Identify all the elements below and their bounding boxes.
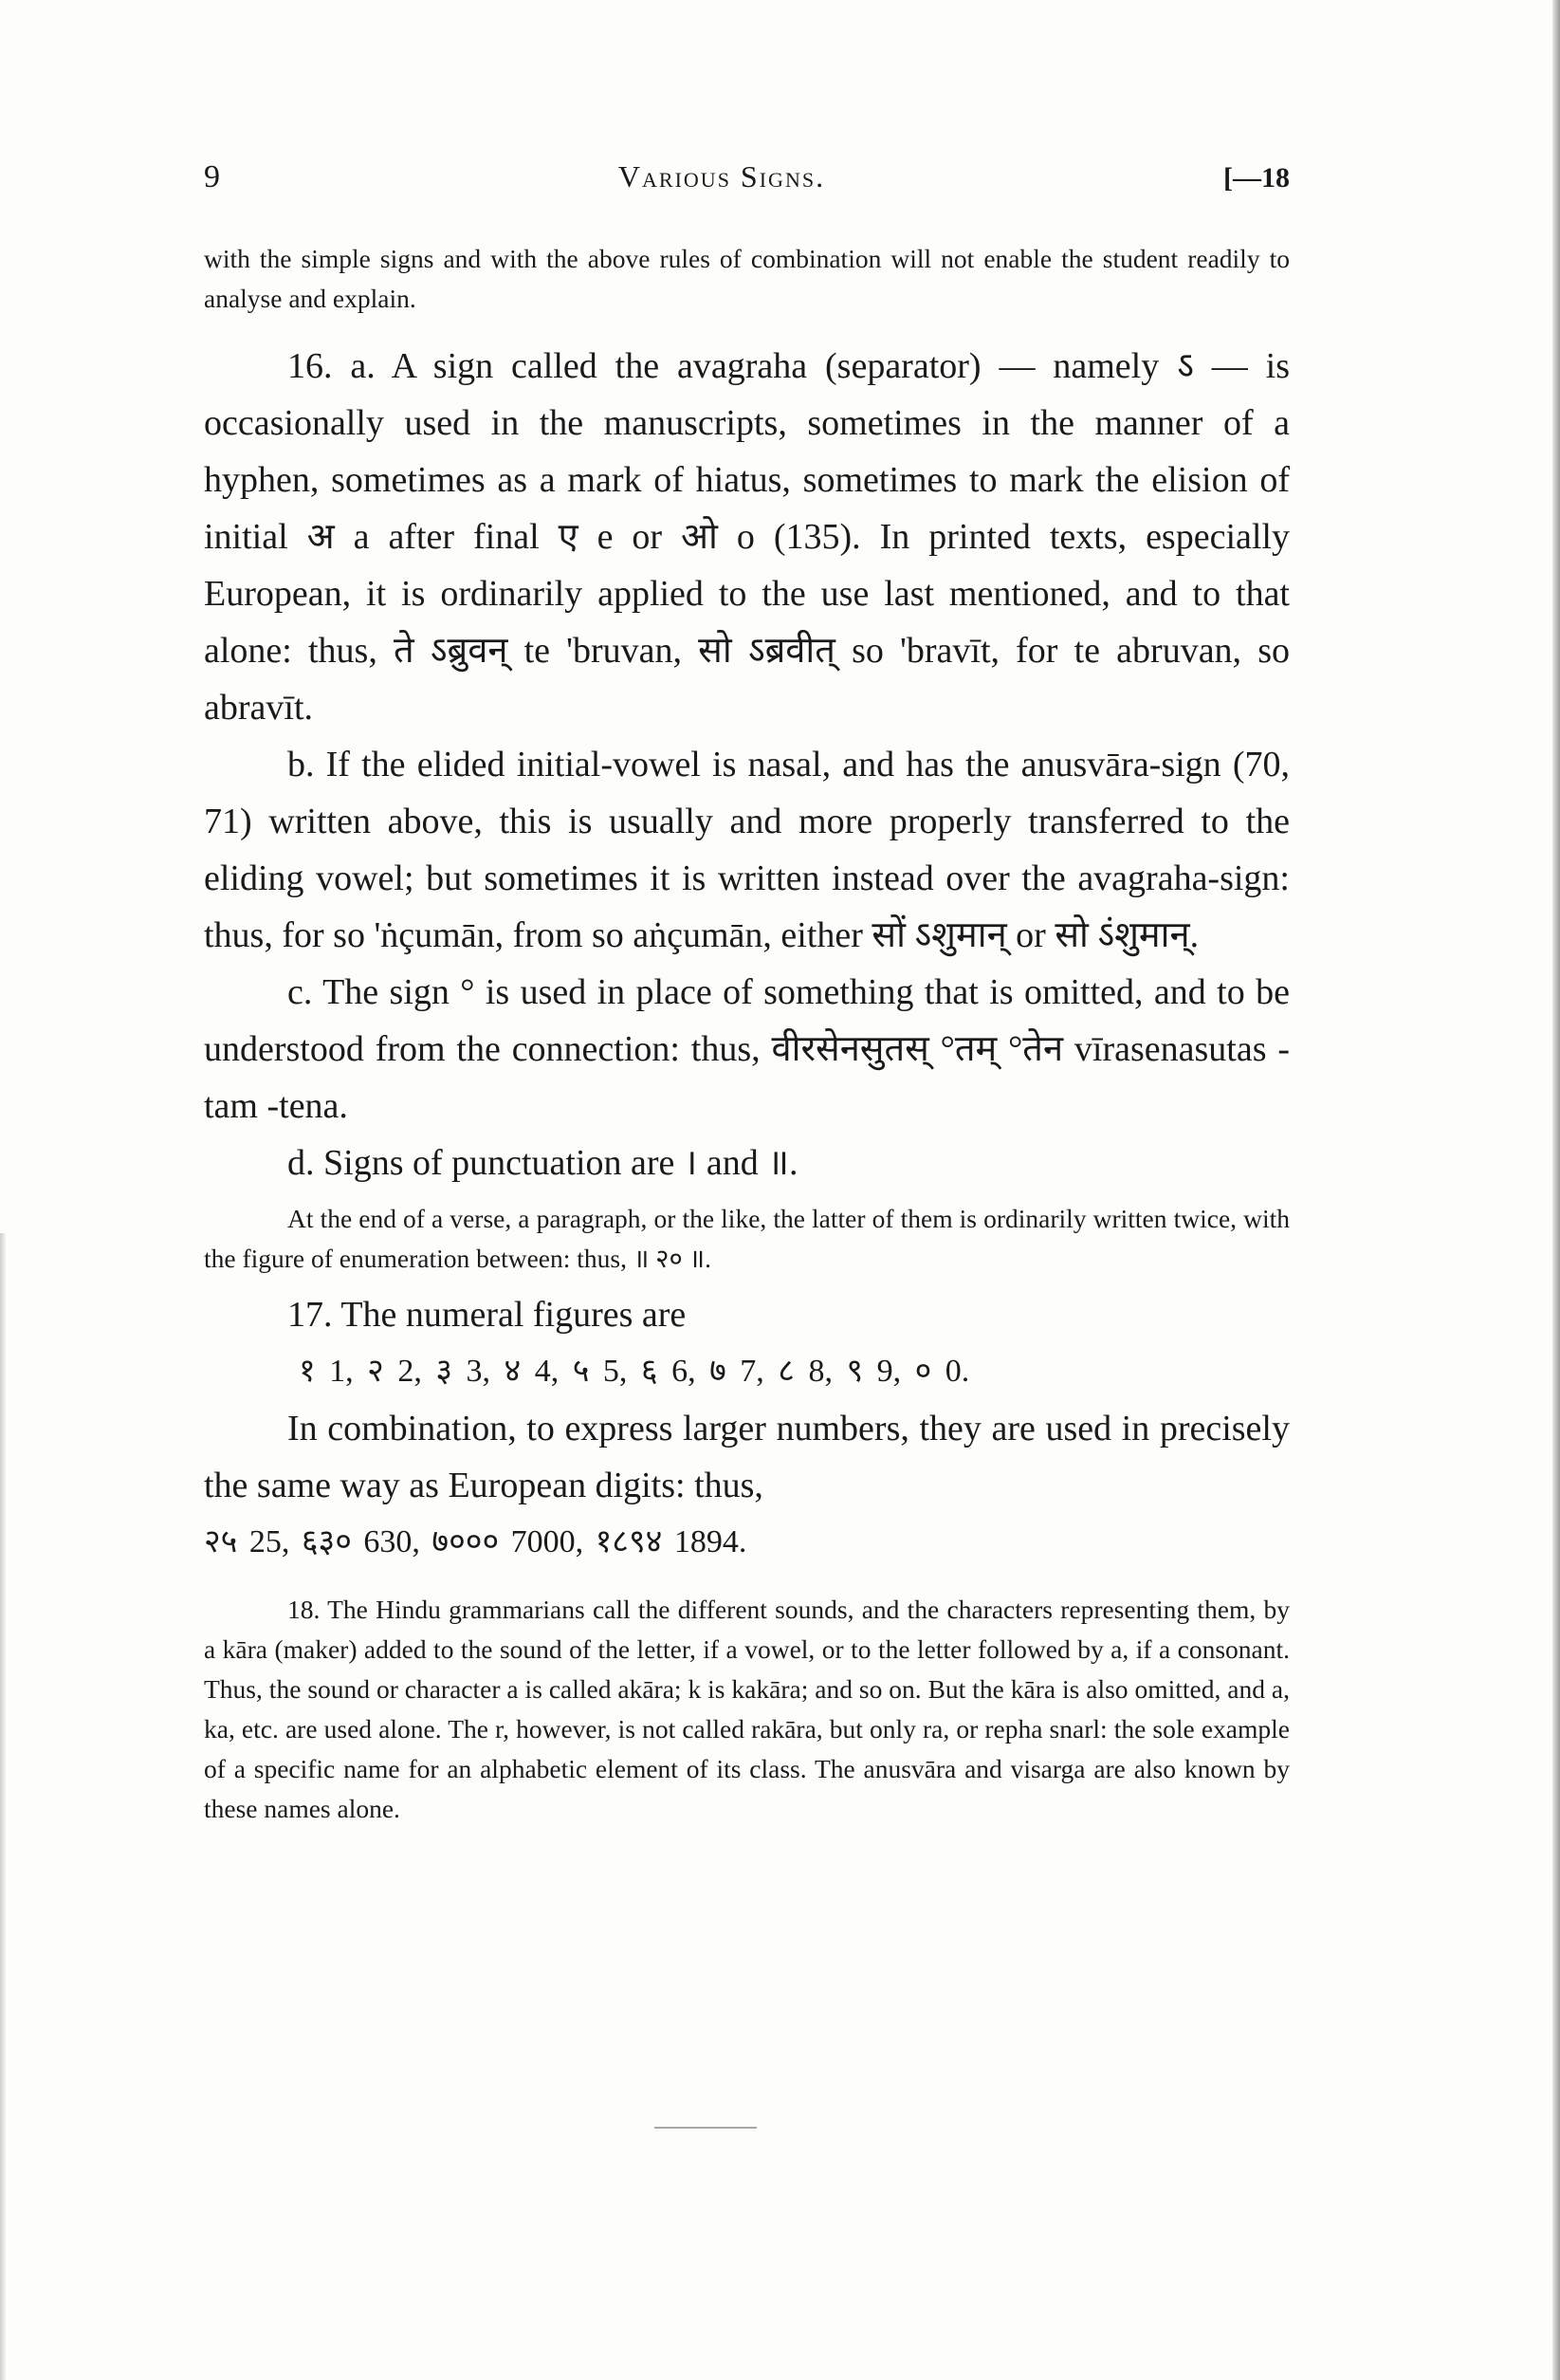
page-number: 9 (204, 159, 220, 194)
paragraph-16c: c. The sign ° is used in place of something that is omitted, and to be understood from the connection: thus, वीरसेनसुतस् °तम् °तेन vīrasenasutas -tam -tena. (204, 972, 1290, 1126)
running-header (204, 159, 1290, 205)
paragraph-18: 18. The Hindu grammarians call the different sounds, and the characters representing them, by a kāra (maker) added to the sound of the letter, if a vowel, or to the letter followed by a, if a consonant. Thus, the sound or character a is called akāra; k is kakāra; and so on. But the kāra is also omitted, and a, ka, etc. are used alone. The r, however, is not called rakāra, but only ra, or repha snarl: the sole example of a specific name for an alphabetic element of its class. The anusvāra and visarga are also known by these names alone. (204, 1595, 1290, 1823)
paragraph-17-continued: In combination, to express larger numbers, they are used in precisely the same way as European digits: thus, (204, 1409, 1290, 1505)
running-title: Various Signs. (617, 159, 826, 194)
paragraph-16a: 16. a. A sign called the avagraha (separator) — namely ऽ — is occasionally used in the manuscripts, sometimes in the manner of a hyphen, sometimes as a mark of hiatus, sometimes to mark the elision of initial अ a after final ए e or ओ o (135). In printed texts, especially European, it is ordinarily applied to the use last mentioned, and to that alone: thus, ते ऽब्रुवन् te 'bruvan, सो ऽब्रवीत् so 'bravīt, for te abruvan, so abravīt. (204, 346, 1290, 728)
section-reference: [—18 (1223, 162, 1290, 194)
page-content (204, 159, 1290, 1829)
paragraph-16b: b. If the elided initial-vowel is nasal, and has the anusvāra-sign (70, 71) written above, this is usually and more properly transferred to the eliding vowel; but sometimes it is written instead over the avagraha-sign: thus, for so 'ṅçumān, from so aṅçumān, either सों ऽशुमान् or सो ऽंशुमान्. (204, 745, 1290, 955)
paragraph-16d-note: At the end of a verse, a paragraph, or the like, the latter of them is ordinarily written twice, with the figure of enumeration between: thus, ॥ २० ॥. (204, 1204, 1290, 1273)
numeral-figures-list: १ 1, २ 2, ३ 3, ४ 4, ५ 5, ६ 6, ७ 7, ८ 8, ९ 9, ० 0. (299, 1354, 970, 1389)
page-edge-shadow-left (0, 1233, 6, 2380)
paragraph-17: 17. The numeral figures are (287, 1295, 687, 1335)
intro-paragraph: with the simple signs and with the above rules of combination will not enable the student readily to analyse and explain. (204, 244, 1290, 313)
page-edge-shadow-right (1552, 0, 1560, 2380)
numeral-examples: २५ 25, ६३० 630, ७००० 7000, १८९४ 1894. (204, 1524, 747, 1559)
bottom-rule (654, 2127, 757, 2129)
paragraph-16d: d. Signs of punctuation are । and ॥. (287, 1143, 798, 1183)
